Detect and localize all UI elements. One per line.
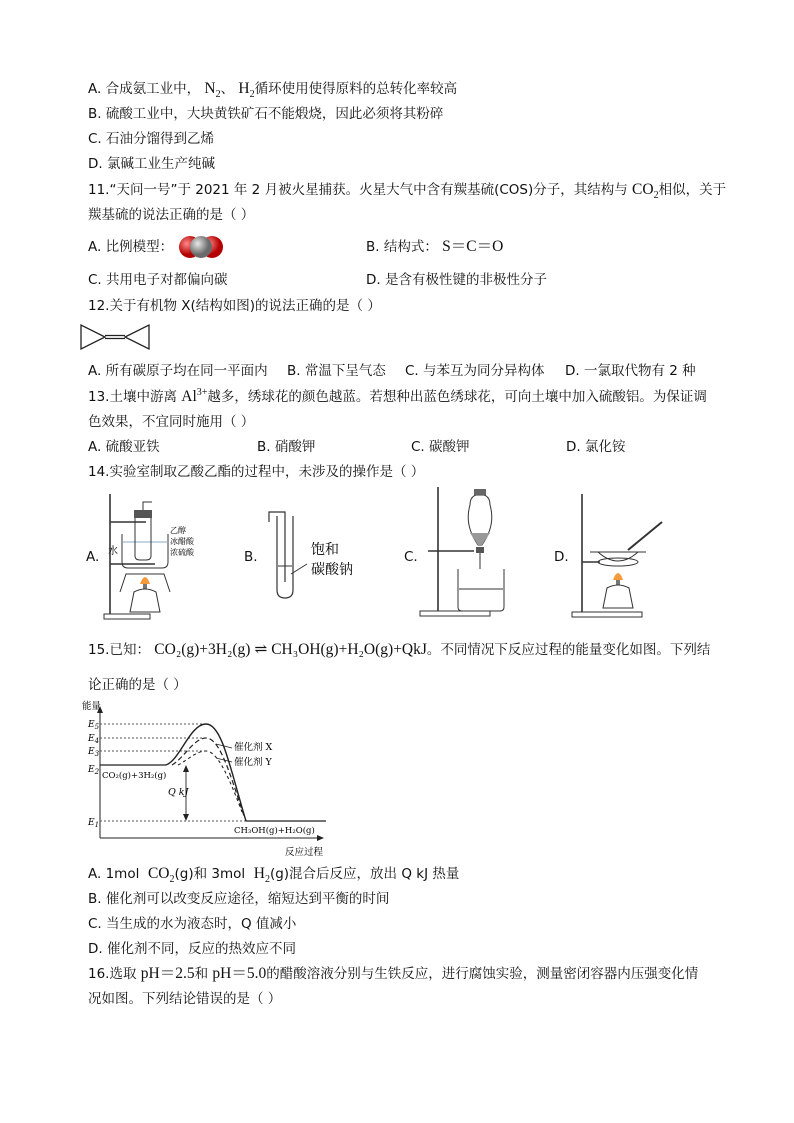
bicyclo-structure-diagram bbox=[78, 322, 152, 352]
q14-stem: 14.实验室制取乙酸乙酯的过程中，未涉及的操作是（ ） bbox=[88, 464, 425, 480]
q11-stem-line1: 11.“天问一号”于 2021 年 2 月被火星捕获。火星大气中含有羰基硫(COS)分子，其结构与 $CO_2$相似，关于 bbox=[88, 181, 727, 202]
y-axis-label: 能量 bbox=[82, 701, 102, 712]
q11-stem-line2: 羰基硫的说法正确的是（ ） bbox=[88, 207, 255, 223]
q10-option-a: A. 合成氨工业中， $N_2$、 $H_2$循环使用使得原料的总转化率较高 bbox=[88, 80, 458, 101]
sodium-carbonate-label: 碳酸钠 bbox=[311, 562, 353, 578]
q10-option-c: C. 石油分馏得到乙烯 bbox=[88, 131, 215, 147]
q11-option-a: A. 比例模型： bbox=[88, 239, 174, 255]
q13-stem-line2: 色效果，不宜同时施用（ ） bbox=[88, 414, 255, 430]
products-label: CH₃OH(g)+H₂O(g) bbox=[234, 826, 315, 836]
q13-option-d: D. 氯化铵 bbox=[566, 439, 626, 455]
q13-option-a: A. 硫酸亚铁 bbox=[88, 439, 160, 455]
q15-stem-line1: 15.已知： CO₂(g)+3H₂(g) ⇌ CH₃OH(g)+H₂O(g)+QkJ。不同情况下反应过程的能量变化如图。下列结 bbox=[88, 641, 711, 658]
reagent-label: 冰醋酸 bbox=[170, 537, 194, 546]
q10-option-b: B. 硫酸工业中，大块黄铁矿石不能煅烧，因此必须将其粉碎 bbox=[88, 106, 444, 122]
q13-option-b: B. 硝酸钾 bbox=[257, 439, 316, 455]
energy-level-label: $E_1$ bbox=[88, 818, 100, 829]
energy-profile-diagram bbox=[80, 698, 330, 861]
q15-option-c: C. 当生成的水为液态时，Q 值减小 bbox=[88, 916, 297, 932]
energy-level-label: $E_5$ bbox=[88, 720, 100, 731]
separatory-funnel-figure bbox=[418, 485, 518, 620]
q11-option-b: B. 结构式： S＝C＝O bbox=[366, 238, 504, 255]
cos-space-filling-model bbox=[176, 232, 226, 262]
reagent-label: 浓硫酸 bbox=[170, 548, 194, 557]
q11-option-d: D. 是含有极性键的非极性分子 bbox=[366, 272, 547, 288]
q14-label-b: B. bbox=[244, 549, 258, 565]
q10-option-d: D. 氯碱工业生产纯碱 bbox=[88, 156, 215, 172]
energy-level-label: $E_3$ bbox=[88, 747, 100, 758]
q12-option-b: B. 常温下呈气态 bbox=[287, 363, 386, 379]
q13-stem-line1: 13.土壤中游离 $Al^{3+}$越多，绣球花的颜色越蓝。若想种出蓝色绣球花，可向土壤中加入硫酸铝。为保证调 bbox=[88, 386, 707, 405]
heat-q-label: Q kJ bbox=[168, 787, 189, 798]
q12-option-c: C. 与苯互为同分异构体 bbox=[405, 363, 545, 379]
q12-option-d: D. 一氯取代物有 2 种 bbox=[565, 363, 696, 379]
q15-option-d: D. 催化剂不同，反应的热效应不同 bbox=[88, 941, 296, 957]
q13-option-c: C. 碳酸钾 bbox=[411, 439, 470, 455]
q15-option-a: A. 1mol $CO_2(g)$和 3mol $H_2(g)$混合后反应，放出 Q kJ 热量 bbox=[88, 865, 460, 886]
water-label: 水 bbox=[108, 546, 118, 557]
energy-level-label: $E_4$ bbox=[88, 734, 100, 745]
q16-stem-line2: 况如图。下列结论错误的是（ ） bbox=[88, 991, 282, 1007]
heating-apparatus-figure bbox=[100, 492, 205, 622]
x-axis-label: 反应过程 bbox=[285, 847, 324, 858]
reagent-label: 乙醇 bbox=[170, 526, 186, 535]
catalyst-y-label: 催化剂 Y bbox=[234, 757, 272, 768]
q12-option-a: A. 所有碳原子均在同一平面内 bbox=[88, 363, 268, 379]
evaporating-dish-figure bbox=[570, 490, 670, 620]
reactants-label: CO₂(g)+3H₂(g) bbox=[102, 771, 167, 781]
q11-option-c: C. 共用电子对都偏向碳 bbox=[88, 272, 228, 288]
q15-stem-line2: 论正确的是（ ） bbox=[88, 677, 187, 693]
atom-sphere bbox=[190, 236, 212, 258]
q14-label-d: D. bbox=[554, 549, 569, 565]
q15-option-b: B. 催化剂可以改变反应途径，缩短达到平衡的时间 bbox=[88, 891, 390, 907]
q14-label-c: C. bbox=[404, 549, 418, 565]
saturated-label: 饱和 bbox=[311, 542, 339, 558]
q16-stem-line1: 16.选取 pH＝2.5和 pH＝5.0的醋酸溶液分别与生铁反应，进行腐蚀实验，测量密闭容器内压强变化情 bbox=[88, 965, 699, 982]
energy-level-label: $E_2$ bbox=[88, 765, 100, 776]
test-tube-figure bbox=[255, 508, 365, 608]
catalyst-x-label: 催化剂 X bbox=[234, 742, 273, 753]
q12-stem: 12.关于有机物 X(结构如图)的说法正确的是（ ） bbox=[88, 298, 381, 314]
q14-label-a: A. bbox=[86, 549, 100, 565]
